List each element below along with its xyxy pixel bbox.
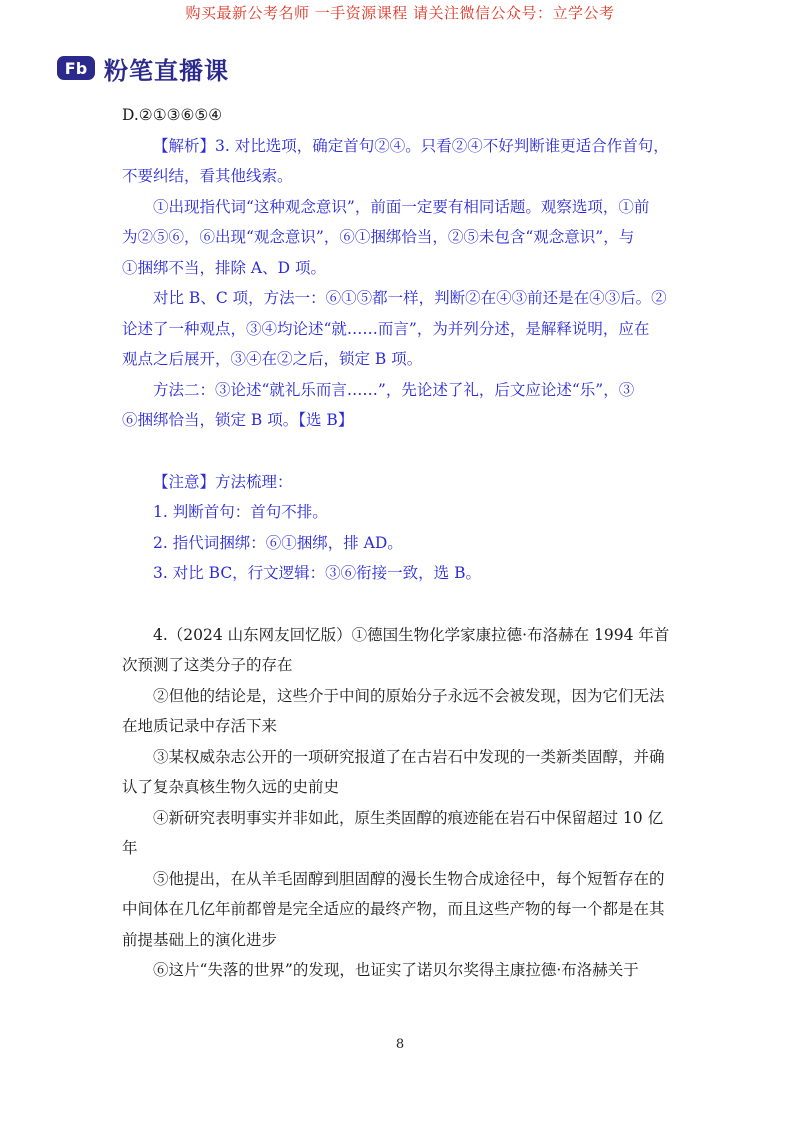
page-number: 8	[395, 1037, 405, 1052]
analysis-line: ⑥捆绑恰当，锁定 B 项。【选 B】	[122, 411, 354, 429]
question-line: 次预测了这类分子的存在	[122, 656, 293, 674]
analysis-line: 【解析】3. 对比选项，确定首句②④。只看②④不好判断谁更适合作首句，	[153, 136, 669, 155]
analysis-line: 观点之后展开，③④在②之后，锁定 B 项。	[122, 350, 423, 368]
question-line: ③某权威杂志公开的一项研究报道了在古岩石中发现的一类新类固醇，并确	[153, 747, 665, 766]
analysis-line: 不要纠结，看其他线索。	[122, 167, 293, 185]
analysis-line: 论述了一种观点，③④均论述“就……而言”，为并列分述，是解释说明，应在	[122, 319, 650, 338]
spacer	[122, 436, 682, 467]
analysis-line: ①出现指代词“这种观念意识”，前面一定要有相同话题。观察选项，①前	[153, 197, 650, 216]
question-line: ⑤他提出，在从羊毛固醇到胆固醇的漫长生物合成途径中，每个短暂存在的	[153, 869, 665, 888]
note-item: 3. 对比 BC，行文逻辑：③⑥衔接一致，选 B。	[153, 564, 481, 582]
logo-text: 粉笔直播课	[104, 56, 229, 85]
analysis-line: ①捆绑不当，排除 A、D 项。	[122, 258, 326, 277]
analysis-line: 为②⑤⑥，⑥出现“观念意识”，⑥①捆绑恰当，②⑤未包含“观念意识”，与	[122, 228, 635, 246]
fenbi-logo	[56, 52, 229, 84]
note-item: 1. 判断首句：首句不排。	[153, 503, 328, 521]
note-title: 【注意】方法梳理：	[153, 472, 293, 491]
promo-banner: 购买最新公考名师 一手资源课程 请关注微信公众号：立学公考	[185, 4, 615, 22]
option-d: D.②①③⑥⑤④	[122, 106, 223, 124]
question-line: 在地质记录中存活下来	[122, 717, 278, 735]
question-line: 4.（2024 山东网友回忆版）①德国生物化学家康拉德·布洛赫在 1994 年首	[153, 625, 670, 644]
question-line: ④新研究表明事实并非如此，原生类固醇的痕迹能在岩石中保留超过 10 亿	[153, 808, 664, 827]
question-line: 中间体在几亿年前都曾是完全适应的最终产物，而且这些产物的每一个都是在其	[122, 900, 665, 918]
question-line: 前提基础上的演化进步	[122, 930, 278, 949]
question-line: ②但他的结论是，这些介于中间的原始分子永远不会被发现，因为它们无法	[153, 686, 665, 705]
svg-text:Fb: Fb	[64, 59, 88, 78]
question-line: 年	[122, 839, 138, 857]
document-body	[122, 100, 682, 986]
fenbi-logo-icon	[56, 54, 96, 82]
spacer	[122, 589, 682, 620]
note-item: 2. 指代词捆绑：⑥①捆绑，排 AD。	[153, 533, 403, 552]
question-line: 认了复杂真核生物久远的史前史	[122, 778, 340, 796]
question-line: ⑥这片“失落的世界”的发现，也证实了诺贝尔奖得主康拉德·布洛赫关于	[153, 961, 639, 979]
analysis-line: 对比 B、C 项，方法一：⑥①⑤都一样，判断②在④③前还是在④③后。②	[153, 289, 667, 307]
analysis-line: 方法二：③论述“就礼乐而言……”，先论述了礼，后文应论述“乐”，③	[153, 380, 635, 399]
